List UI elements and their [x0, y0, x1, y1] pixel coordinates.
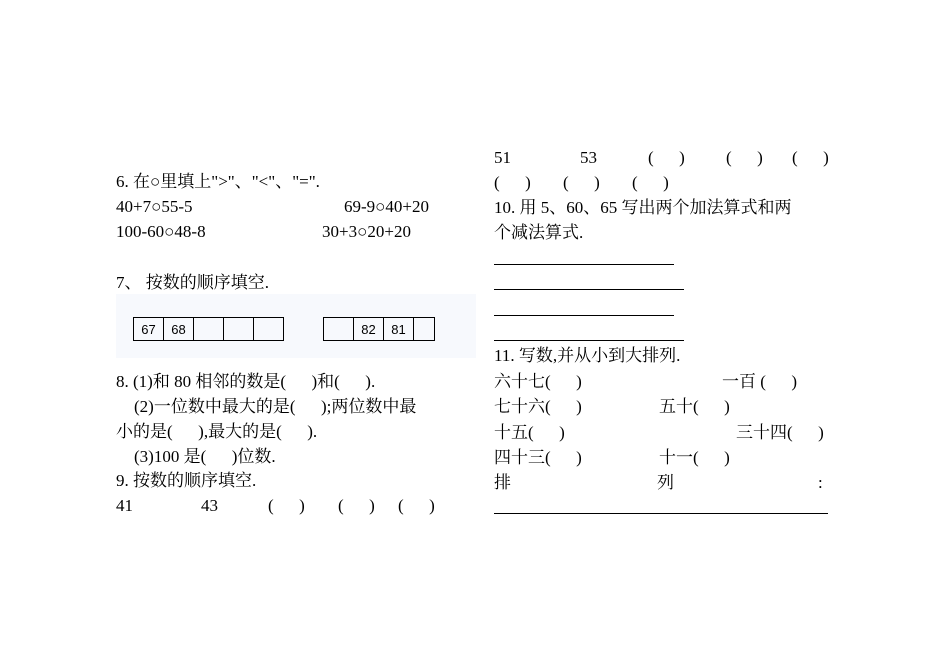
sequence-cell: 82	[353, 317, 384, 341]
q11-item: 十五( )	[494, 423, 565, 442]
q9-cont-blank: ( )	[563, 173, 600, 192]
answer-line	[494, 513, 828, 514]
q11-item: 一百 ( )	[722, 372, 798, 391]
q8-line2: (2)一位数中最大的是( );两位数中最	[134, 397, 417, 416]
q10-line2: 个减法算式.	[494, 223, 584, 242]
q11-title: 11. 写数,并从小到大排列.	[494, 346, 681, 365]
q9-cont-blank: ( )	[632, 173, 669, 192]
q11-item: 七十六( )	[494, 397, 582, 416]
q6-title: 6. 在○里填上">"、"<"、"=".	[116, 172, 320, 191]
q9-cont-blank: ( )	[726, 148, 763, 167]
q6-item-d: 30+3○20+20	[322, 222, 411, 241]
q6-item-b: 69-9○40+20	[344, 197, 430, 216]
sequence-cell: 68	[163, 317, 194, 341]
q11-order-label: 列	[657, 473, 674, 492]
q11-item: 三十四( )	[736, 423, 824, 442]
sequence-cell	[413, 317, 435, 341]
sequence-cell	[323, 317, 354, 341]
q9-number: 43	[201, 496, 218, 515]
q8-line4: (3)100 是( )位数.	[134, 447, 276, 466]
q8-line3: 小的是( ),最大的是( ).	[116, 422, 318, 441]
q9-title: 9. 按数的顺序填空.	[116, 471, 257, 490]
q11-order-label: :	[818, 473, 823, 492]
q9-number: 41	[116, 496, 133, 515]
sequence-cell: 67	[133, 317, 164, 341]
q9-cont-blank: ( )	[494, 173, 531, 192]
q9-blank: ( )	[268, 496, 305, 515]
q9-cont-number: 53	[580, 148, 597, 167]
q9-cont-blank: ( )	[792, 148, 829, 167]
answer-line	[494, 289, 684, 290]
sequence-cell	[223, 317, 254, 341]
q9-cont-blank: ( )	[648, 148, 685, 167]
sequence-cell	[193, 317, 224, 341]
answer-line	[494, 315, 674, 316]
q11-item: 十一( )	[659, 448, 730, 467]
sequence-group-2	[323, 317, 434, 341]
q6-item-c: 100-60○48-8	[116, 222, 206, 241]
q11-order-label: 排	[494, 473, 511, 492]
q11-item: 五十( )	[659, 397, 730, 416]
q8-line1: 8. (1)和 80 相邻的数是( )和( ).	[116, 372, 376, 391]
sequence-cell: 81	[383, 317, 414, 341]
answer-line	[494, 340, 684, 341]
q10-line1: 10. 用 5、60、65 写出两个加法算式和两	[494, 198, 792, 217]
sequence-cell	[253, 317, 284, 341]
q9-blank: ( )	[338, 496, 375, 515]
answer-line	[494, 264, 674, 265]
q11-item: 六十七( )	[494, 372, 582, 391]
q11-item: 四十三( )	[494, 448, 582, 467]
q6-item-a: 40+7○55-5	[116, 197, 193, 216]
q9-cont-number: 51	[494, 148, 511, 167]
q7-title: 7、 按数的顺序填空.	[116, 273, 269, 292]
q9-blank: ( )	[398, 496, 435, 515]
sequence-group-1	[133, 317, 283, 341]
